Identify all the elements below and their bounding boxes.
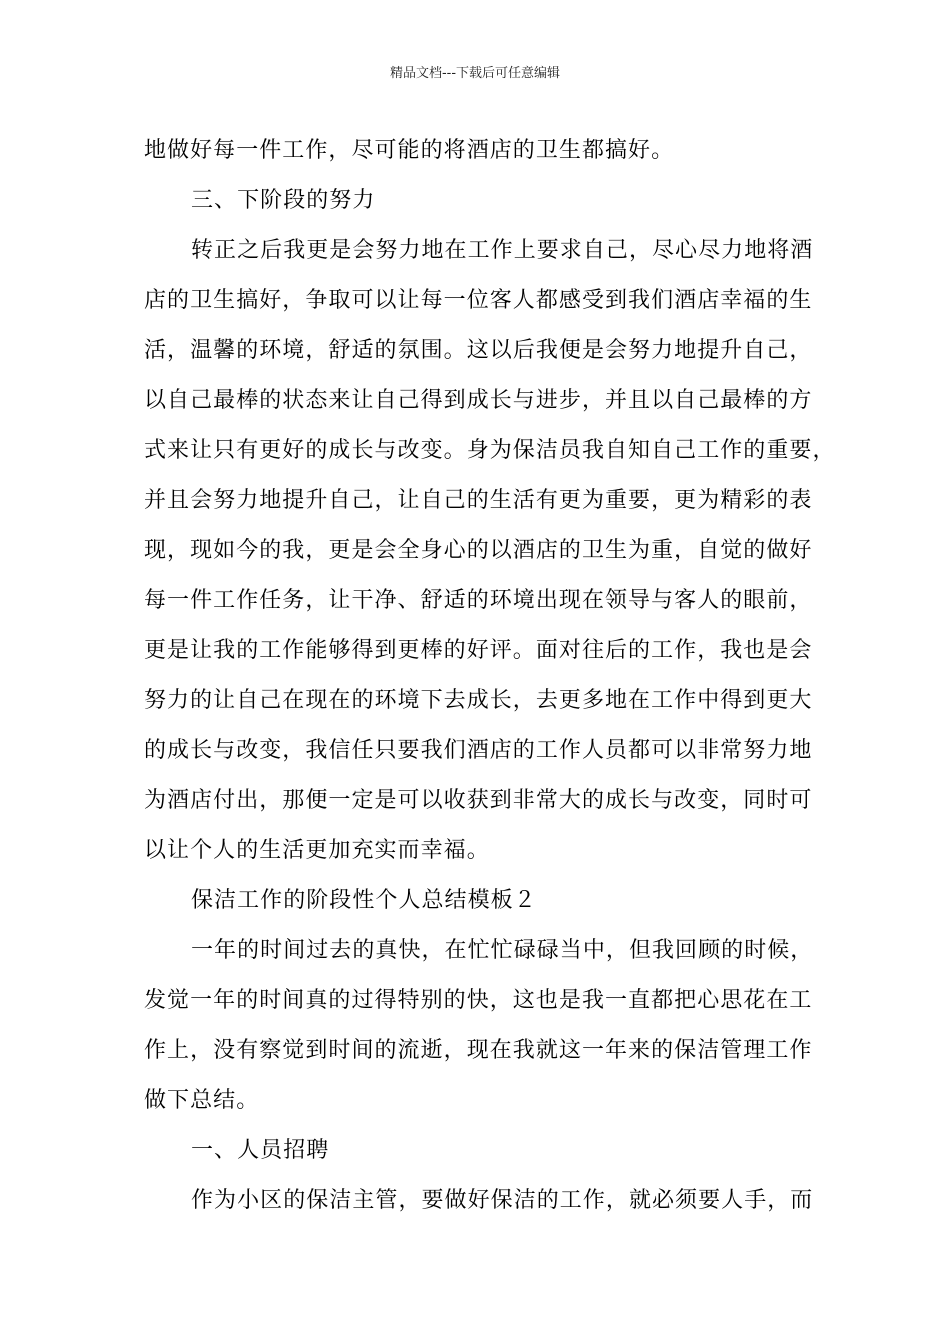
body-line: 活，温馨的环境，舒适的氛围。这以后我便是会努力地提升自己， xyxy=(144,338,813,363)
body-line: 每一件工作任务，让干净、舒适的环境出现在领导与客人的眼前， xyxy=(144,588,813,613)
body-line: 作为小区的保洁主管，要做好保洁的工作，就必须要人手，而 xyxy=(191,1188,814,1213)
body-line: 做下总结。 xyxy=(144,1088,260,1113)
body-line: 一年的时间过去的真快，在忙忙碌碌当中，但我回顾的时候， xyxy=(191,938,814,963)
body-line: 发觉一年的时间真的过得特别的快，这也是我一直都把心思花在工 xyxy=(144,988,813,1013)
body-line: 以自己最棒的状态来让自己得到成长与进步，并且以自己最棒的方 xyxy=(144,388,813,413)
page-header: 精品文档---下载后可任意编辑 xyxy=(389,66,561,81)
body-line: 以让个人的生活更加充实而幸福。 xyxy=(144,838,490,863)
body-line: 努力的让自己在现在的环境下去成长，去更多地在工作中得到更大 xyxy=(144,688,813,713)
body-line: 式来让只有更好的成长与改变。身为保洁员我自知自己工作的重要， xyxy=(144,438,836,463)
section-heading: 三、下阶段的努力 xyxy=(191,188,376,213)
document-title: 保洁工作的阶段性个人总结模板２ xyxy=(191,888,537,913)
body-line: 的成长与改变，我信任只要我们酒店的工作人员都可以非常努力地 xyxy=(144,738,813,763)
body-line: 作上，没有察觉到时间的流逝，现在我就这一年来的保洁管理工作 xyxy=(144,1038,813,1063)
body-line: 现，现如今的我，更是会全身心的以酒店的卫生为重，自觉的做好 xyxy=(144,538,813,563)
section-heading: 一、人员招聘 xyxy=(191,1138,330,1163)
body-line: 更是让我的工作能够得到更棒的好评。面对往后的工作，我也是会 xyxy=(144,638,813,663)
body-line: 店的卫生搞好，争取可以让每一位客人都感受到我们酒店幸福的生 xyxy=(144,288,813,313)
body-line: 为酒店付出，那便一定是可以收获到非常大的成长与改变，同时可 xyxy=(144,788,813,813)
body-line: 转正之后我更是会努力地在工作上要求自己，尽心尽力地将酒 xyxy=(191,238,814,263)
body-line: 并且会努力地提升自己，让自己的生活有更为重要，更为精彩的表 xyxy=(144,488,813,513)
body-line: 地做好每一件工作，尽可能的将酒店的卫生都搞好。 xyxy=(144,138,675,163)
